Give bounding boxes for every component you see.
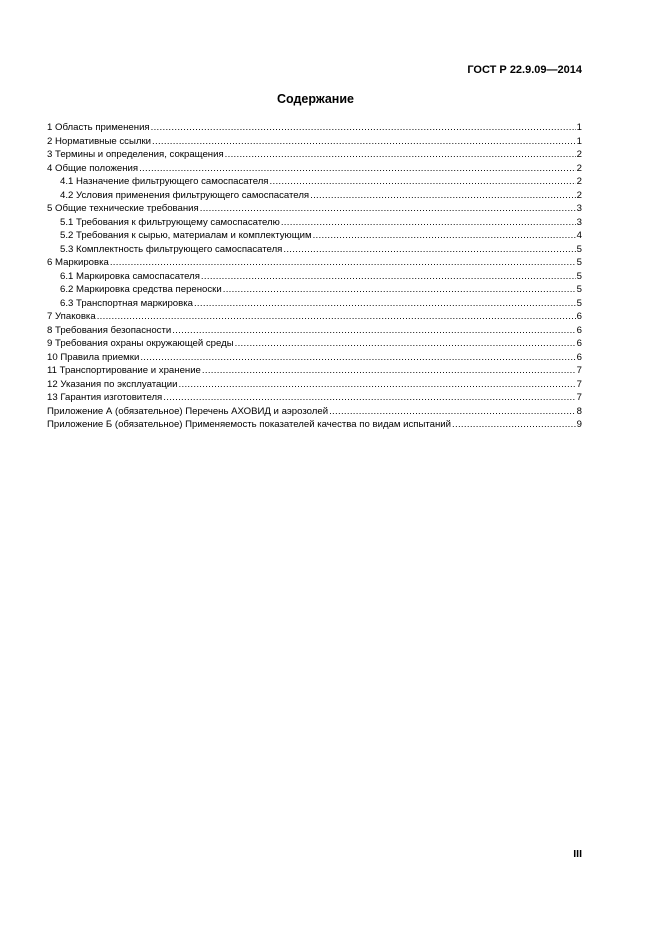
toc-entry-page: 6 (576, 338, 582, 349)
toc-entry-page: 4 (576, 230, 582, 241)
toc-leader-dots (281, 216, 576, 230)
toc-entry-page: 6 (576, 311, 582, 322)
toc-entry[interactable] (47, 202, 582, 216)
toc-leader-dots (152, 135, 576, 149)
toc-entry[interactable] (47, 243, 582, 257)
toc-entry-title: 2 Нормативные ссылки (47, 135, 152, 147)
toc-entry[interactable] (47, 121, 582, 135)
toc-entry-title: 5.1 Требования к фильтрующему самоспасателю (60, 216, 280, 228)
toc-entry[interactable] (47, 364, 582, 378)
toc-entry-page: 1 (576, 122, 582, 133)
toc-entry[interactable] (47, 229, 582, 243)
toc-entry[interactable] (47, 351, 582, 365)
toc-entry-page: 5 (576, 297, 582, 309)
toc-leader-dots (172, 324, 575, 338)
toc-leader-dots (223, 283, 576, 297)
toc-entry-page: 7 (576, 365, 582, 376)
toc-entry[interactable] (47, 162, 582, 176)
toc-entry[interactable] (47, 256, 582, 270)
toc-entry-page: 8 (576, 405, 582, 417)
toc-entry-page: 1 (576, 135, 582, 147)
toc-entry-title: Приложение А (обязательное) Перечень АХОВИД и аэрозолей (47, 405, 329, 417)
toc-entry-title: 6.3 Транспортная маркировка (60, 297, 193, 309)
toc-entry-page: 2 (576, 149, 582, 160)
toc-entry-title: 12 Указания по эксплуатации (47, 378, 178, 390)
toc-entry-page: 3 (576, 216, 582, 228)
toc-entry-title: Приложение Б (обязательное) Применяемость показателей качества по видам испытаний (47, 419, 452, 430)
toc-entry[interactable] (47, 391, 582, 405)
toc-entry-page: 7 (576, 392, 582, 403)
toc-entry-title: 11 Транспортирование и хранение (47, 365, 201, 376)
toc-entry-page: 5 (576, 284, 582, 295)
toc-leader-dots (140, 351, 575, 365)
toc-leader-dots (179, 378, 576, 392)
toc-leader-dots (202, 364, 576, 378)
toc-entry[interactable] (47, 297, 582, 311)
toc-leader-dots (225, 148, 576, 162)
toc-leader-dots (200, 202, 576, 216)
toc-leader-dots (310, 189, 576, 203)
toc-entry-page: 6 (576, 324, 582, 336)
toc-entry-title: 4.2 Условия применения фильтрующего самоспасателя (60, 189, 310, 201)
toc-leader-dots (283, 243, 575, 257)
toc-entry-title: 9 Требования охраны окружающей среды (47, 338, 234, 349)
toc-entry[interactable] (47, 135, 582, 149)
toc-entry-page: 2 (576, 176, 582, 187)
toc-leader-dots (270, 175, 576, 189)
toc-entry-title: 10 Правила приемки (47, 351, 140, 363)
toc-entry-title: 4 Общие положения (47, 162, 139, 174)
toc-entry[interactable] (47, 418, 582, 432)
toc-entry-page: 3 (576, 203, 582, 214)
toc-entry[interactable] (47, 324, 582, 338)
toc-entry[interactable] (47, 310, 582, 324)
toc-entry-title: 5.3 Комплектность фильтрующего самоспасателя (60, 243, 283, 255)
toc-entry[interactable] (47, 405, 582, 419)
toc-leader-dots (201, 270, 576, 284)
toc-entry[interactable] (47, 148, 582, 162)
toc-entry-title: 1 Область применения (47, 122, 150, 133)
toc-entry[interactable] (47, 337, 582, 351)
toc-entry-page: 5 (576, 270, 582, 282)
toc-leader-dots (97, 310, 576, 324)
toc-leader-dots (313, 229, 576, 243)
toc-entry-title: 3 Термины и определения, сокращения (47, 149, 224, 160)
toc-leader-dots (329, 405, 576, 419)
toc-entry-title: 6.1 Маркировка самоспасателя (60, 270, 200, 282)
toc-entry[interactable] (47, 216, 582, 230)
toc-entry-page: 5 (576, 243, 582, 255)
toc-entry-page: 5 (576, 257, 582, 268)
toc-leader-dots (110, 256, 576, 270)
toc-entry[interactable] (47, 270, 582, 284)
toc-entry-page: 2 (576, 189, 582, 201)
toc-entry[interactable] (47, 283, 582, 297)
toc-leader-dots (235, 337, 576, 351)
toc-entry-page: 9 (576, 419, 582, 430)
toc-entry-page: 7 (576, 378, 582, 390)
toc-entry-title: 8 Требования безопасности (47, 324, 172, 336)
toc-entry-title: 6.2 Маркировка средства переноски (60, 284, 222, 295)
toc-entry-title: 6 Маркировка (47, 257, 109, 268)
page-number: III (573, 848, 582, 860)
toc-entry-title: 4.1 Назначение фильтрующего самоспасателя (60, 176, 269, 187)
toc-entry[interactable] (47, 378, 582, 392)
toc-leader-dots (139, 162, 576, 176)
toc-entry-title: 7 Упаковка (47, 311, 96, 322)
toc-leader-dots (151, 121, 576, 135)
toc-leader-dots (194, 297, 576, 311)
toc-leader-dots (452, 418, 576, 432)
toc-entry-page: 6 (576, 351, 582, 363)
toc-entry-title: 5.2 Требования к сырью, материалам и комплектующим (60, 230, 312, 241)
table-of-contents (47, 121, 582, 432)
toc-leader-dots (163, 391, 575, 405)
document-code: ГОСТ Р 22.9.09—2014 (467, 64, 582, 76)
toc-entry[interactable] (47, 189, 582, 203)
toc-entry-title: 5 Общие технические требования (47, 203, 199, 214)
toc-entry-page: 2 (576, 162, 582, 174)
toc-entry[interactable] (47, 175, 582, 189)
page-title: Содержание (276, 92, 354, 106)
toc-entry-title: 13 Гарантия изготовителя (47, 392, 163, 403)
